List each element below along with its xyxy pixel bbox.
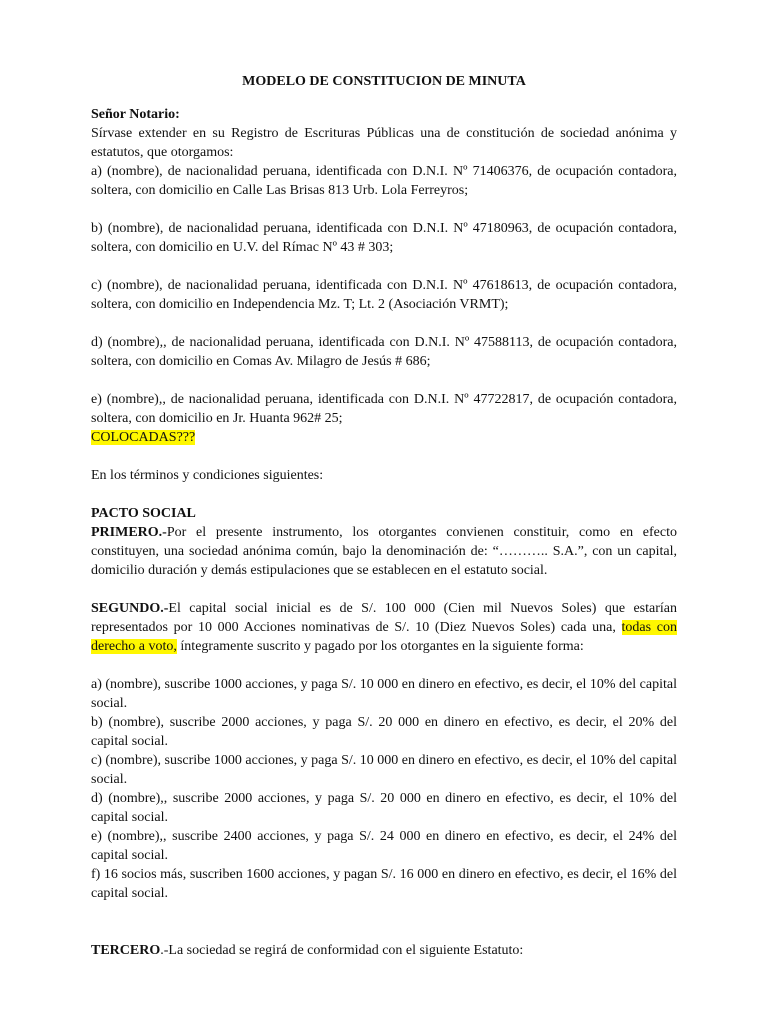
intro-paragraph: Sírvase extender en su Registro de Escrituras Públicas una de constitución de sociedad anónima y estatutos, que otorgamos: <box>91 126 677 160</box>
suscripcion-d: d) (nombre),, suscribe 2000 acciones, y paga S/. 20 000 en dinero en efectivo, es decir, el 10% del capital social. <box>91 791 677 825</box>
segundo-highlight: todas con derecho a voto, <box>91 620 677 654</box>
primero-text-b: domicilio duración y demás estipulaciones que se establecen en el estatuto social. <box>91 563 548 578</box>
primero-text-a: Por el presente instrumento, los otorgantes convienen constituir, como en efecto constituyen, una sociedad anónima común, bajo la denominación de: “……….. S.A.”, con un capital, <box>91 525 677 559</box>
otorgante-d: d) (nombre),, de nacionalidad peruana, identificada con D.N.I. Nº 47588113, de ocupación contadora, soltera, con domicilio en Comas Av. Milagro de Jesús # 686; <box>91 335 677 369</box>
terms-line: En los términos y condiciones siguientes: <box>91 468 324 483</box>
suscripcion-a: a) (nombre), suscribe 1000 acciones, y paga S/. 10 000 en dinero en efectivo, es decir, el 10% del capital social. <box>91 677 677 711</box>
tercero-paragraph <box>91 941 677 960</box>
salutation: Señor Notario: <box>91 107 180 122</box>
note-line <box>91 428 677 447</box>
primero-label: PRIMERO.- <box>91 525 167 540</box>
tercero-label: TERCERO <box>91 943 161 958</box>
segundo-paragraph <box>91 599 677 656</box>
suscripcion-c: c) (nombre), suscribe 1000 acciones, y paga S/. 10 000 en dinero en efectivo, es decir, el 10% del capital social. <box>91 753 677 787</box>
segundo-label: SEGUNDO.- <box>91 601 169 616</box>
suscripcion-e: e) (nombre),, suscribe 2400 acciones, y paga S/. 24 000 en dinero en efectivo, es decir, el 24% del capital social. <box>91 829 677 863</box>
otorgante-a: a) (nombre), de nacionalidad peruana, identificada con D.N.I. Nº 71406376, de ocupación contadora, soltera, con domicilio en Calle Las Brisas 813 Urb. Lola Ferreyros; <box>91 164 677 198</box>
otorgante-b: b) (nombre), de nacionalidad peruana, identificada con D.N.I. Nº 47180963, de ocupación contadora, soltera, con domicilio en U.V. del Rímac Nº 43 # 303; <box>91 221 677 255</box>
otorgante-e: e) (nombre),, de nacionalidad peruana, identificada con D.N.I. Nº 47722817, de ocupación contadora, soltera, con domicilio en Jr. Huanta 962# 25; <box>91 392 677 426</box>
otorgante-c: c) (nombre), de nacionalidad peruana, identificada con D.N.I. Nº 47618613, de ocupación contadora, soltera, con domicilio en Independencia Mz. T; Lt. 2 (Asociación VRMT); <box>91 278 677 312</box>
tercero-text: .-La sociedad se regirá de conformidad con el siguiente Estatuto: <box>160 943 524 958</box>
suscripcion-b: b) (nombre), suscribe 2000 acciones, y paga S/. 20 000 en dinero en efectivo, es decir, el 20% del capital social. <box>91 715 677 749</box>
segundo-text-b: íntegramente suscrito y pagado por los otorgantes en la siguiente forma: <box>176 639 584 654</box>
highlighted-note: COLOCADAS??? <box>91 430 196 445</box>
segundo-text-a: El capital social inicial es de S/. 100 000 (Cien mil Nuevos Soles) que estarían representados por 10 000 Acciones nominativas de S/. 10 (Diez Nuevos Soles) cada una, <box>91 601 677 635</box>
suscripcion-f: f) 16 socios más, suscriben 1600 acciones, y pagan S/. 16 000 en dinero en efectivo, es decir, el 16% del capital social. <box>91 867 677 901</box>
document-title: MODELO DE CONSTITUCION DE MINUTA <box>242 74 526 89</box>
primero-paragraph <box>91 523 677 580</box>
pacto-heading: PACTO SOCIAL <box>91 506 196 521</box>
